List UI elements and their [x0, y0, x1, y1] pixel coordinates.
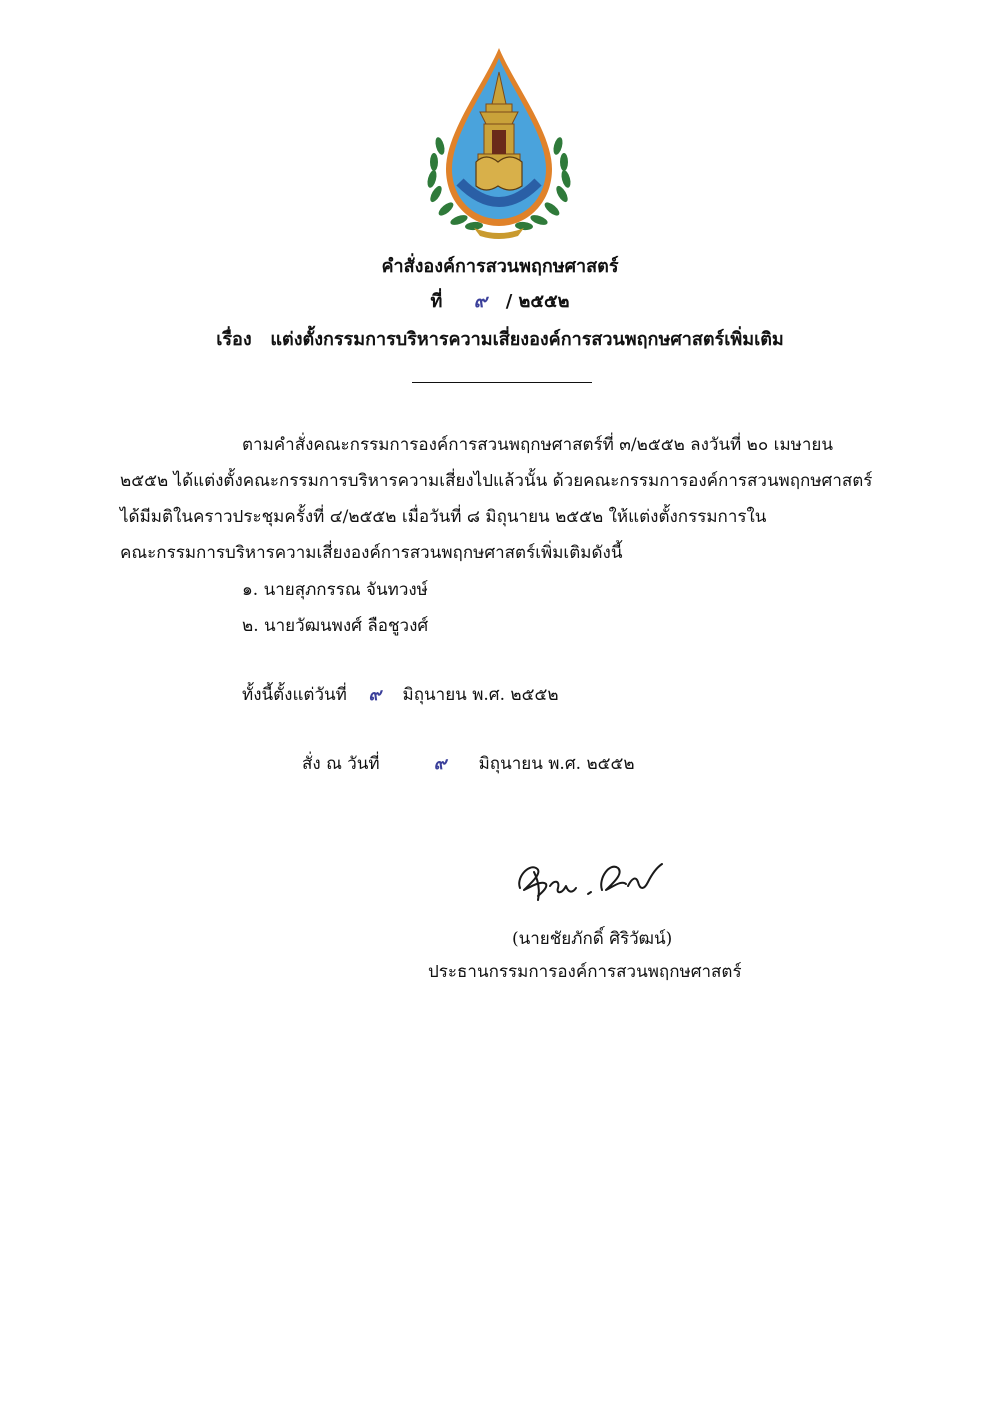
subject-text: แต่งตั้งกรรมการบริหารความเสี่ยงองค์การสวนพฤกษศาสตร์เพิ่มเติม: [270, 329, 784, 350]
member-item-2: ๒. นายวัฒนพงศ์ ลือชูวงศ์: [242, 616, 429, 636]
ordered-prefix: สั่ง ณ วันที่: [302, 754, 380, 774]
effective-prefix: ทั้งนี้ตั้งแต่วันที่: [242, 685, 347, 705]
body-line-1: ตามคำสั่งคณะกรรมการองค์การสวนพฤกษศาสตร์ที่ ๓/๒๕๕๒ ลงวันที่ ๒๐ เมษายน: [242, 435, 834, 455]
handwritten-signature: [510, 850, 670, 908]
effective-suffix: มิถุนายน พ.ศ. ๒๕๕๒: [402, 685, 559, 705]
body-line-4: คณะกรรมการบริหารความเสี่ยงองค์การสวนพฤกษศาสตร์เพิ่มเติมดังนี้: [120, 543, 623, 563]
order-subject: [0, 328, 1000, 352]
order-number: [0, 290, 1000, 314]
order-number-handwritten: ๙: [473, 291, 487, 312]
signatory-position: ประธานกรรมการองค์การสวนพฤกษศาสตร์: [428, 962, 742, 982]
organization-emblem-icon: [414, 44, 584, 240]
order-title: คำสั่งองค์การสวนพฤกษศาสตร์: [381, 256, 619, 277]
order-number-prefix: ที่: [430, 291, 443, 312]
body-line-3: ได้มีมติในคราวประชุมครั้งที่ ๔/๒๕๕๒ เมื่อวันที่ ๘ มิถุนายน ๒๕๕๒ ให้แต่งตั้งกรรมการใน: [120, 507, 767, 527]
title-divider: [412, 382, 592, 383]
member-item-1: ๑. นายสุภกรรณ จันทวงษ์: [242, 580, 428, 600]
subject-label: เรื่อง: [216, 329, 252, 350]
body-line-2: ๒๕๕๒ ได้แต่งตั้งคณะกรรมการบริหารความเสี่ยงไปแล้วนั้น ด้วยคณะกรรมการองค์การสวนพฤกษศาสตร์: [120, 471, 873, 491]
effective-date: [242, 683, 559, 707]
ordered-day-handwritten: ๙: [433, 754, 447, 774]
ordered-suffix: มิถุนายน พ.ศ. ๒๕๕๒: [478, 754, 635, 774]
effective-day-handwritten: ๙: [368, 685, 381, 705]
order-number-suffix: / ๒๕๕๒: [505, 291, 570, 312]
ordered-date: [302, 752, 635, 776]
signatory-name: (นายชัยภักดิ์ ศิริวัฒน์): [512, 929, 673, 949]
